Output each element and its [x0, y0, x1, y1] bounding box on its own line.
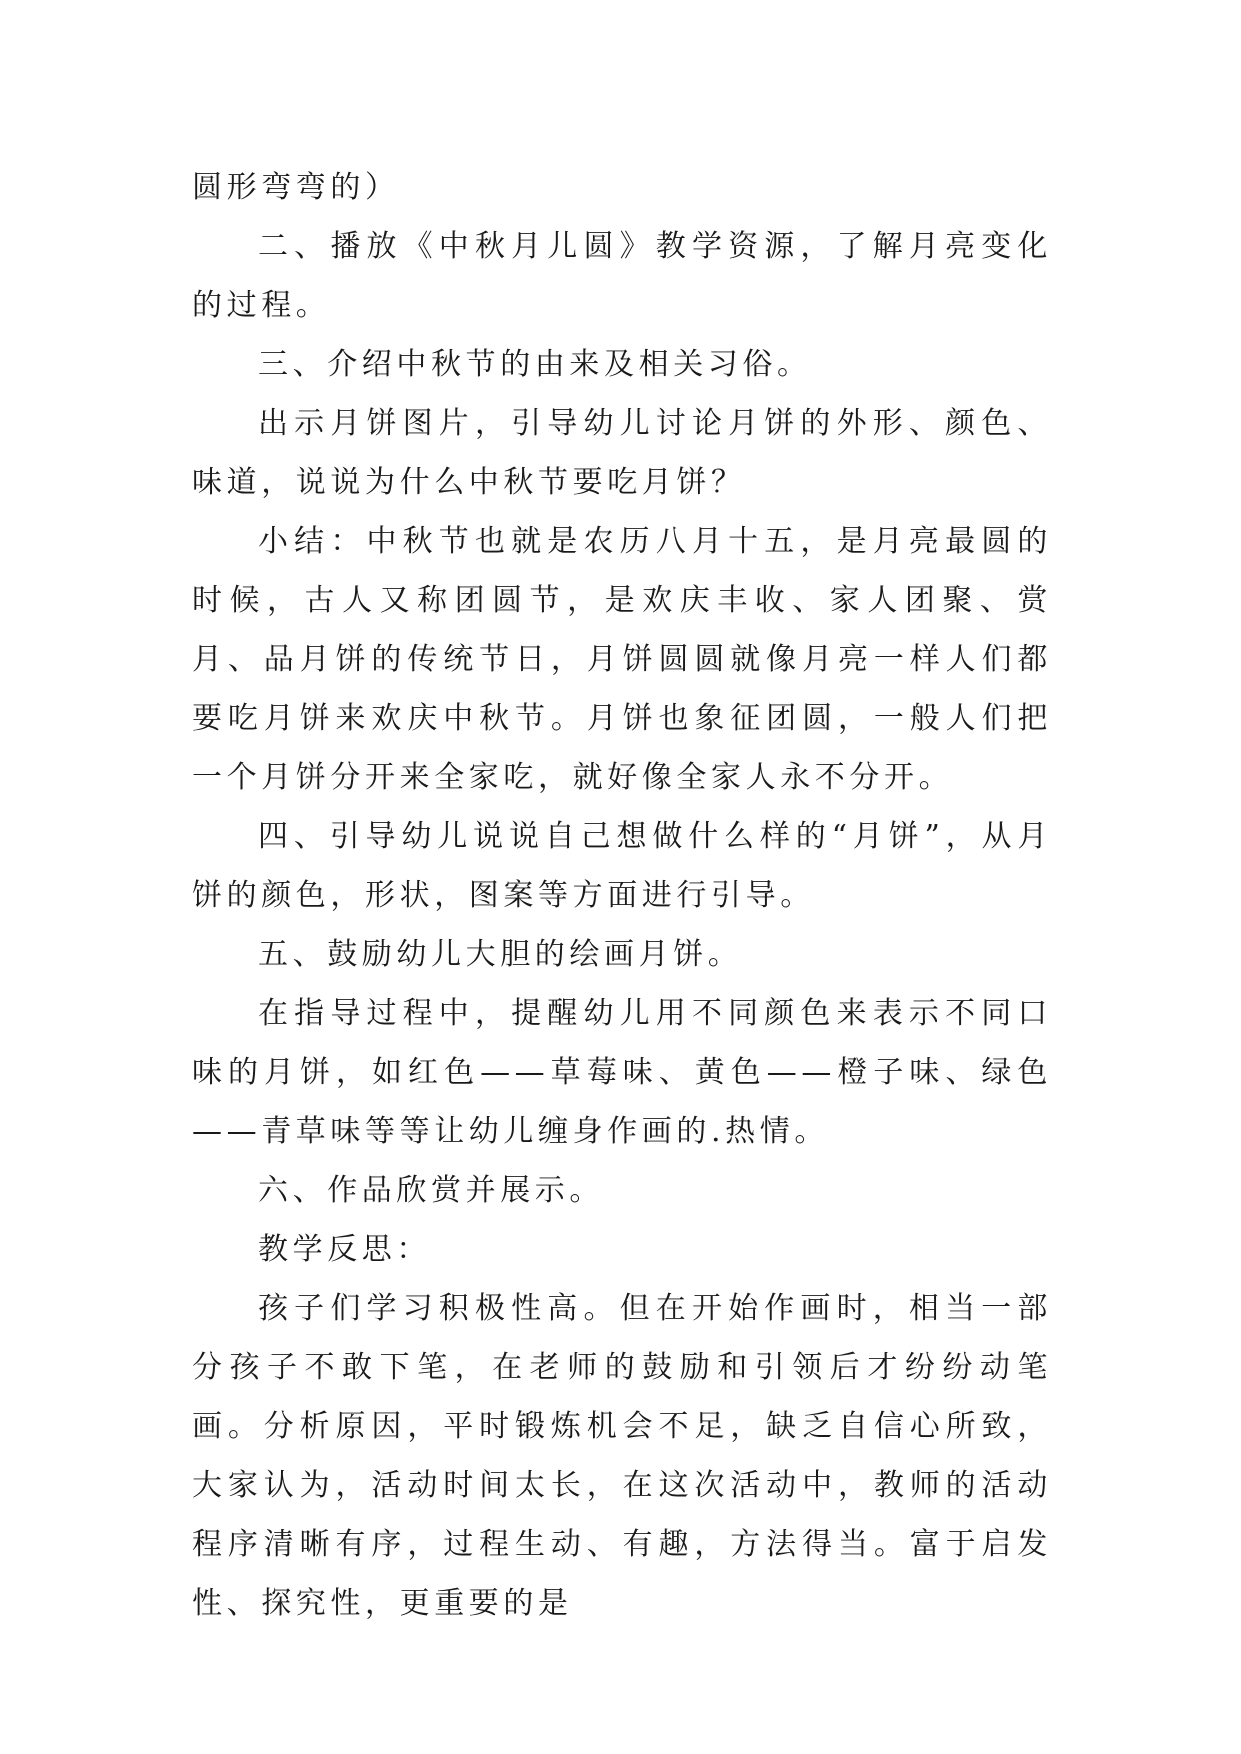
paragraph-4: 出示月饼图片，引导幼儿讨论月饼的外形、颜色、味道，说说为什么中秋节要吃月饼？	[192, 406, 1052, 500]
paragraph-8: 在指导过程中，提醒幼儿用不同颜色来表示不同口味的月饼，如红色——草莓味、黄色——橙子味、绿色——青草味等等让幼儿缠身作画的.热情。	[192, 996, 1052, 1149]
paragraph-11: 孩子们学习积极性高。但在开始作画时，相当一部分孩子不敢下笔，在老师的鼓励和引领后才纷纷动笔画。分析原因，平时锻炼机会不足，缺乏自信心所致，大家认为，活动时间太长，在这次活动中，教师的活动程序清晰有序，过程生动、有趣，方法得当。富于启发性、探究性，更重要的是	[192, 1291, 1052, 1621]
paragraph-5: 小结：中秋节也就是农历八月十五，是月亮最圆的时候，古人又称团圆节，是欢庆丰收、家人团聚、赏月、品月饼的传统节日，月饼圆圆就像月亮一样人们都要吃月饼来欢庆中秋节。月饼也象征团圆，一般人们把一个月饼分开来全家吃，就好像全家人永不分开。	[192, 524, 1052, 795]
paragraph-2: 二、播放《中秋月儿圆》教学资源，了解月亮变化的过程。	[192, 229, 1052, 323]
paragraph-6: 四、引导幼儿说说自己想做什么样的“月饼”，从月饼的颜色，形状，图案等方面进行引导。	[192, 819, 1052, 913]
document-body	[192, 158, 1052, 1633]
paragraph-9: 六、作品欣赏并展示。	[258, 1173, 604, 1208]
paragraph-3: 三、介绍中秋节的由来及相关习俗。	[258, 347, 812, 382]
paragraph-7: 五、鼓励幼儿大胆的绘画月饼。	[258, 937, 743, 972]
paragraph-1: 圆形弯弯的）	[192, 170, 400, 205]
paragraph-10: 教学反思：	[258, 1232, 431, 1267]
